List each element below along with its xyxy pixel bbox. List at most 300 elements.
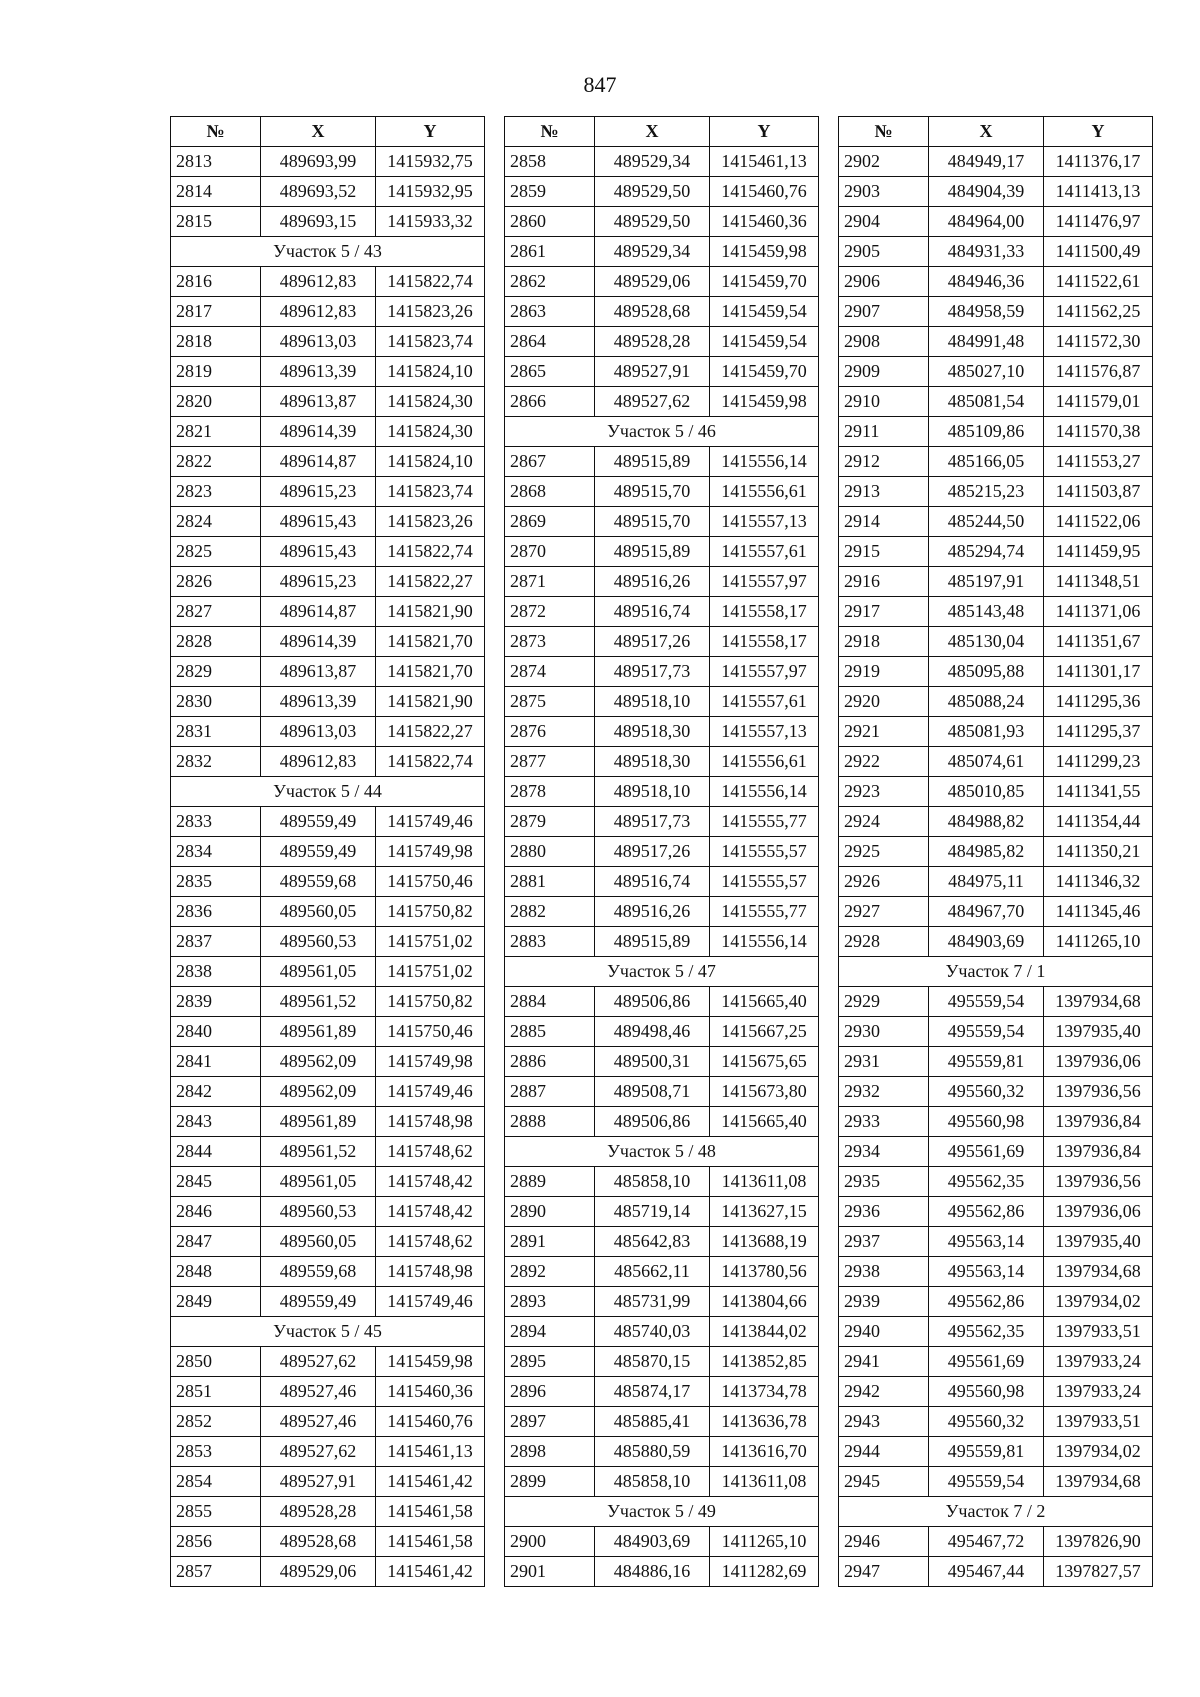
table-row xyxy=(505,627,819,657)
header-x: X xyxy=(261,117,376,147)
table-row xyxy=(839,177,1153,207)
y-coordinate-cell: 1411553,27 xyxy=(1044,447,1153,477)
x-coordinate-cell: 485081,93 xyxy=(929,717,1044,747)
table-row xyxy=(505,177,819,207)
y-coordinate-cell: 1415824,30 xyxy=(376,417,485,447)
x-coordinate-cell: 485880,59 xyxy=(595,1437,710,1467)
table-row xyxy=(505,1377,819,1407)
point-number-cell: 2841 xyxy=(171,1047,261,1077)
point-number-cell: 2836 xyxy=(171,897,261,927)
point-number-cell: 2825 xyxy=(171,537,261,567)
y-coordinate-cell: 1415557,97 xyxy=(710,567,819,597)
x-coordinate-cell: 489693,52 xyxy=(261,177,376,207)
point-number-cell: 2902 xyxy=(839,147,929,177)
x-coordinate-cell: 495562,86 xyxy=(929,1287,1044,1317)
y-coordinate-cell: 1415557,97 xyxy=(710,657,819,687)
x-coordinate-cell: 489529,06 xyxy=(261,1557,376,1587)
table-row xyxy=(505,1407,819,1437)
point-number-cell: 2947 xyxy=(839,1557,929,1587)
x-coordinate-cell: 489527,46 xyxy=(261,1377,376,1407)
point-number-cell: 2824 xyxy=(171,507,261,537)
y-coordinate-cell: 1397933,51 xyxy=(1044,1407,1153,1437)
y-coordinate-cell: 1411295,36 xyxy=(1044,687,1153,717)
point-number-cell: 2838 xyxy=(171,957,261,987)
table-row xyxy=(171,147,485,177)
table-row xyxy=(839,1107,1153,1137)
y-coordinate-cell: 1415665,40 xyxy=(710,1107,819,1137)
point-number-cell: 2940 xyxy=(839,1317,929,1347)
table-row xyxy=(839,1437,1153,1467)
x-coordinate-cell: 485662,11 xyxy=(595,1257,710,1287)
table-row xyxy=(839,1077,1153,1107)
point-number-cell: 2928 xyxy=(839,927,929,957)
x-coordinate-cell: 484958,59 xyxy=(929,297,1044,327)
point-number-cell: 2865 xyxy=(505,357,595,387)
y-coordinate-cell: 1415823,74 xyxy=(376,327,485,357)
table-row xyxy=(839,597,1153,627)
y-coordinate-cell: 1415750,46 xyxy=(376,1017,485,1047)
x-coordinate-cell: 484975,11 xyxy=(929,867,1044,897)
section-title: Участок 5 / 43 xyxy=(171,237,485,267)
point-number-cell: 2832 xyxy=(171,747,261,777)
header-y: Y xyxy=(710,117,819,147)
point-number-cell: 2814 xyxy=(171,177,261,207)
point-number-cell: 2875 xyxy=(505,687,595,717)
point-number-cell: 2829 xyxy=(171,657,261,687)
table-row xyxy=(505,1077,819,1107)
y-coordinate-cell: 1415557,13 xyxy=(710,507,819,537)
y-coordinate-cell: 1397826,90 xyxy=(1044,1527,1153,1557)
y-coordinate-cell: 1415459,54 xyxy=(710,327,819,357)
table-row xyxy=(171,627,485,657)
table-row xyxy=(839,1347,1153,1377)
y-coordinate-cell: 1411579,01 xyxy=(1044,387,1153,417)
y-coordinate-cell: 1413616,70 xyxy=(710,1437,819,1467)
table-row xyxy=(171,1287,485,1317)
x-coordinate-cell: 489516,26 xyxy=(595,897,710,927)
section-row xyxy=(171,1317,485,1347)
table-row xyxy=(171,507,485,537)
x-coordinate-cell: 489614,39 xyxy=(261,417,376,447)
x-coordinate-cell: 489518,10 xyxy=(595,687,710,717)
header-x: X xyxy=(595,117,710,147)
point-number-cell: 2896 xyxy=(505,1377,595,1407)
x-coordinate-cell: 485874,17 xyxy=(595,1377,710,1407)
section-title: Участок 5 / 45 xyxy=(171,1317,485,1347)
x-coordinate-cell: 489516,74 xyxy=(595,867,710,897)
y-coordinate-cell: 1415558,17 xyxy=(710,627,819,657)
y-coordinate-cell: 1397936,84 xyxy=(1044,1107,1153,1137)
table-row xyxy=(505,867,819,897)
point-number-cell: 2817 xyxy=(171,297,261,327)
table-row xyxy=(505,687,819,717)
x-coordinate-cell: 489529,34 xyxy=(595,237,710,267)
table-row xyxy=(171,897,485,927)
point-number-cell: 2923 xyxy=(839,777,929,807)
x-coordinate-cell: 489612,83 xyxy=(261,267,376,297)
section-row xyxy=(171,777,485,807)
y-coordinate-cell: 1415461,42 xyxy=(376,1557,485,1587)
x-coordinate-cell: 484988,82 xyxy=(929,807,1044,837)
point-number-cell: 2900 xyxy=(505,1527,595,1557)
table-row xyxy=(839,1557,1153,1587)
y-coordinate-cell: 1413804,66 xyxy=(710,1287,819,1317)
section-row xyxy=(505,957,819,987)
point-number-cell: 2907 xyxy=(839,297,929,327)
x-coordinate-cell: 489515,70 xyxy=(595,507,710,537)
point-number-cell: 2840 xyxy=(171,1017,261,1047)
x-coordinate-cell: 484904,39 xyxy=(929,177,1044,207)
point-number-cell: 2926 xyxy=(839,867,929,897)
table-row xyxy=(505,207,819,237)
header-x: X xyxy=(929,117,1044,147)
y-coordinate-cell: 1415555,77 xyxy=(710,807,819,837)
x-coordinate-cell: 495560,98 xyxy=(929,1377,1044,1407)
point-number-cell: 2887 xyxy=(505,1077,595,1107)
point-number-cell: 2903 xyxy=(839,177,929,207)
point-number-cell: 2941 xyxy=(839,1347,929,1377)
y-coordinate-cell: 1415823,26 xyxy=(376,507,485,537)
point-number-cell: 2842 xyxy=(171,1077,261,1107)
x-coordinate-cell: 484946,36 xyxy=(929,267,1044,297)
point-number-cell: 2876 xyxy=(505,717,595,747)
y-coordinate-cell: 1415557,13 xyxy=(710,717,819,747)
point-number-cell: 2898 xyxy=(505,1437,595,1467)
x-coordinate-cell: 485088,24 xyxy=(929,687,1044,717)
point-number-cell: 2893 xyxy=(505,1287,595,1317)
y-coordinate-cell: 1413852,85 xyxy=(710,1347,819,1377)
table-row xyxy=(839,1167,1153,1197)
y-coordinate-cell: 1411562,25 xyxy=(1044,297,1153,327)
table-header-row xyxy=(171,117,485,147)
point-number-cell: 2886 xyxy=(505,1047,595,1077)
table-row xyxy=(171,327,485,357)
y-coordinate-cell: 1415459,98 xyxy=(710,237,819,267)
point-number-cell: 2897 xyxy=(505,1407,595,1437)
table-row xyxy=(505,1017,819,1047)
x-coordinate-cell: 489615,43 xyxy=(261,507,376,537)
y-coordinate-cell: 1415749,98 xyxy=(376,1047,485,1077)
point-number-cell: 2871 xyxy=(505,567,595,597)
table-row xyxy=(171,387,485,417)
table-row xyxy=(505,267,819,297)
x-coordinate-cell: 485244,50 xyxy=(929,507,1044,537)
y-coordinate-cell: 1415750,82 xyxy=(376,987,485,1017)
table-row xyxy=(171,597,485,627)
table-row xyxy=(839,507,1153,537)
table-row xyxy=(839,567,1153,597)
table-row xyxy=(839,747,1153,777)
point-number-cell: 2922 xyxy=(839,747,929,777)
y-coordinate-cell: 1411295,37 xyxy=(1044,717,1153,747)
table-row xyxy=(839,1227,1153,1257)
table-row xyxy=(171,1557,485,1587)
point-number-cell: 2912 xyxy=(839,447,929,477)
point-number-cell: 2873 xyxy=(505,627,595,657)
table-row xyxy=(505,1317,819,1347)
y-coordinate-cell: 1415460,36 xyxy=(710,207,819,237)
x-coordinate-cell: 489529,34 xyxy=(595,147,710,177)
section-title: Участок 7 / 1 xyxy=(839,957,1153,987)
table-row xyxy=(171,477,485,507)
point-number-cell: 2855 xyxy=(171,1497,261,1527)
y-coordinate-cell: 1397934,68 xyxy=(1044,987,1153,1017)
point-number-cell: 2931 xyxy=(839,1047,929,1077)
y-coordinate-cell: 1415748,62 xyxy=(376,1137,485,1167)
x-coordinate-cell: 489517,73 xyxy=(595,807,710,837)
table-row xyxy=(839,297,1153,327)
point-number-cell: 2906 xyxy=(839,267,929,297)
y-coordinate-cell: 1415821,90 xyxy=(376,597,485,627)
y-coordinate-cell: 1415748,98 xyxy=(376,1107,485,1137)
table-row xyxy=(839,1317,1153,1347)
table-row xyxy=(171,1257,485,1287)
x-coordinate-cell: 489613,39 xyxy=(261,687,376,717)
y-coordinate-cell: 1415749,46 xyxy=(376,1287,485,1317)
y-coordinate-cell: 1397936,06 xyxy=(1044,1197,1153,1227)
point-number-cell: 2834 xyxy=(171,837,261,867)
x-coordinate-cell: 495559,54 xyxy=(929,1467,1044,1497)
y-coordinate-cell: 1415555,57 xyxy=(710,867,819,897)
x-coordinate-cell: 485215,23 xyxy=(929,477,1044,507)
table-row xyxy=(505,297,819,327)
point-number-cell: 2850 xyxy=(171,1347,261,1377)
table-row xyxy=(839,147,1153,177)
point-number-cell: 2827 xyxy=(171,597,261,627)
table-row xyxy=(505,657,819,687)
table-header-row xyxy=(505,117,819,147)
section-row xyxy=(505,1137,819,1167)
point-number-cell: 2858 xyxy=(505,147,595,177)
y-coordinate-cell: 1415667,25 xyxy=(710,1017,819,1047)
table-row xyxy=(171,1407,485,1437)
x-coordinate-cell: 489529,50 xyxy=(595,207,710,237)
point-number-cell: 2895 xyxy=(505,1347,595,1377)
point-number-cell: 2860 xyxy=(505,207,595,237)
point-number-cell: 2849 xyxy=(171,1287,261,1317)
table-row xyxy=(505,147,819,177)
table-row xyxy=(505,1107,819,1137)
x-coordinate-cell: 489517,26 xyxy=(595,627,710,657)
x-coordinate-cell: 489515,89 xyxy=(595,537,710,567)
y-coordinate-cell: 1415459,70 xyxy=(710,357,819,387)
y-coordinate-cell: 1415557,61 xyxy=(710,687,819,717)
table-row xyxy=(505,1347,819,1377)
y-coordinate-cell: 1411503,87 xyxy=(1044,477,1153,507)
table-row xyxy=(505,237,819,267)
table-row xyxy=(505,1287,819,1317)
point-number-cell: 2929 xyxy=(839,987,929,1017)
table-row xyxy=(505,387,819,417)
y-coordinate-cell: 1411282,69 xyxy=(710,1557,819,1587)
x-coordinate-cell: 495562,35 xyxy=(929,1317,1044,1347)
table-row xyxy=(839,897,1153,927)
point-number-cell: 2863 xyxy=(505,297,595,327)
x-coordinate-cell: 495562,86 xyxy=(929,1197,1044,1227)
table-row xyxy=(171,447,485,477)
y-coordinate-cell: 1397934,02 xyxy=(1044,1287,1153,1317)
point-number-cell: 2911 xyxy=(839,417,929,447)
point-number-cell: 2937 xyxy=(839,1227,929,1257)
y-coordinate-cell: 1411265,10 xyxy=(710,1527,819,1557)
point-number-cell: 2921 xyxy=(839,717,929,747)
table-row xyxy=(505,477,819,507)
x-coordinate-cell: 489614,39 xyxy=(261,627,376,657)
section-row xyxy=(839,1497,1153,1527)
x-coordinate-cell: 489559,68 xyxy=(261,867,376,897)
x-coordinate-cell: 489527,46 xyxy=(261,1407,376,1437)
y-coordinate-cell: 1411522,61 xyxy=(1044,267,1153,297)
x-coordinate-cell: 485740,03 xyxy=(595,1317,710,1347)
table-row xyxy=(839,1017,1153,1047)
table-row xyxy=(505,1557,819,1587)
x-coordinate-cell: 489528,28 xyxy=(595,327,710,357)
x-coordinate-cell: 489529,50 xyxy=(595,177,710,207)
y-coordinate-cell: 1411572,30 xyxy=(1044,327,1153,357)
point-number-cell: 2890 xyxy=(505,1197,595,1227)
point-number-cell: 2828 xyxy=(171,627,261,657)
table-row xyxy=(171,1107,485,1137)
x-coordinate-cell: 489560,53 xyxy=(261,1197,376,1227)
x-coordinate-cell: 489559,49 xyxy=(261,837,376,867)
x-coordinate-cell: 485719,14 xyxy=(595,1197,710,1227)
section-title: Участок 5 / 48 xyxy=(505,1137,819,1167)
point-number-cell: 2851 xyxy=(171,1377,261,1407)
x-coordinate-cell: 489527,62 xyxy=(595,387,710,417)
x-coordinate-cell: 485885,41 xyxy=(595,1407,710,1437)
point-number-cell: 2917 xyxy=(839,597,929,627)
point-number-cell: 2861 xyxy=(505,237,595,267)
table-row xyxy=(505,1227,819,1257)
y-coordinate-cell: 1397933,24 xyxy=(1044,1347,1153,1377)
table-row xyxy=(171,1197,485,1227)
y-coordinate-cell: 1415750,46 xyxy=(376,867,485,897)
x-coordinate-cell: 489561,89 xyxy=(261,1107,376,1137)
y-coordinate-cell: 1397936,56 xyxy=(1044,1077,1153,1107)
point-number-cell: 2882 xyxy=(505,897,595,927)
point-number-cell: 2939 xyxy=(839,1287,929,1317)
point-number-cell: 2821 xyxy=(171,417,261,447)
table-row xyxy=(505,327,819,357)
x-coordinate-cell: 489515,70 xyxy=(595,477,710,507)
coordinates-table-1 xyxy=(170,116,485,1587)
header-y: Y xyxy=(1044,117,1153,147)
x-coordinate-cell: 485197,91 xyxy=(929,567,1044,597)
point-number-cell: 2919 xyxy=(839,657,929,687)
x-coordinate-cell: 489528,28 xyxy=(261,1497,376,1527)
point-number-cell: 2901 xyxy=(505,1557,595,1587)
point-number-cell: 2914 xyxy=(839,507,929,537)
point-number-cell: 2868 xyxy=(505,477,595,507)
point-number-cell: 2848 xyxy=(171,1257,261,1287)
y-coordinate-cell: 1411299,23 xyxy=(1044,747,1153,777)
table-row xyxy=(171,177,485,207)
point-number-cell: 2884 xyxy=(505,987,595,1017)
table-row xyxy=(839,237,1153,267)
table-row xyxy=(505,1257,819,1287)
y-coordinate-cell: 1415557,61 xyxy=(710,537,819,567)
y-coordinate-cell: 1415751,02 xyxy=(376,927,485,957)
point-number-cell: 2830 xyxy=(171,687,261,717)
table-row xyxy=(171,1527,485,1557)
x-coordinate-cell: 489517,73 xyxy=(595,657,710,687)
table-row xyxy=(171,657,485,687)
x-coordinate-cell: 489527,62 xyxy=(261,1437,376,1467)
table-row xyxy=(839,1377,1153,1407)
x-coordinate-cell: 489693,99 xyxy=(261,147,376,177)
x-coordinate-cell: 485858,10 xyxy=(595,1467,710,1497)
x-coordinate-cell: 489614,87 xyxy=(261,597,376,627)
x-coordinate-cell: 489506,86 xyxy=(595,1107,710,1137)
y-coordinate-cell: 1415821,90 xyxy=(376,687,485,717)
point-number-cell: 2927 xyxy=(839,897,929,927)
header-number: № xyxy=(171,117,261,147)
y-coordinate-cell: 1411500,49 xyxy=(1044,237,1153,267)
x-coordinate-cell: 489561,05 xyxy=(261,957,376,987)
table-row xyxy=(839,267,1153,297)
x-coordinate-cell: 489516,74 xyxy=(595,597,710,627)
table-row xyxy=(839,387,1153,417)
table-row xyxy=(839,1467,1153,1497)
point-number-cell: 2844 xyxy=(171,1137,261,1167)
y-coordinate-cell: 1415459,98 xyxy=(376,1347,485,1377)
x-coordinate-cell: 495561,69 xyxy=(929,1137,1044,1167)
x-coordinate-cell: 485294,74 xyxy=(929,537,1044,567)
table-row xyxy=(839,1287,1153,1317)
x-coordinate-cell: 495559,54 xyxy=(929,987,1044,1017)
y-coordinate-cell: 1415461,58 xyxy=(376,1527,485,1557)
x-coordinate-cell: 485858,10 xyxy=(595,1167,710,1197)
x-coordinate-cell: 489518,30 xyxy=(595,747,710,777)
y-coordinate-cell: 1415749,98 xyxy=(376,837,485,867)
y-coordinate-cell: 1415461,13 xyxy=(376,1437,485,1467)
y-coordinate-cell: 1411351,67 xyxy=(1044,627,1153,657)
point-number-cell: 2933 xyxy=(839,1107,929,1137)
table-row xyxy=(171,717,485,747)
table-row xyxy=(171,417,485,447)
table-row xyxy=(839,1197,1153,1227)
section-title: Участок 5 / 44 xyxy=(171,777,485,807)
y-coordinate-cell: 1397935,40 xyxy=(1044,1017,1153,1047)
point-number-cell: 2915 xyxy=(839,537,929,567)
point-number-cell: 2869 xyxy=(505,507,595,537)
x-coordinate-cell: 495559,81 xyxy=(929,1437,1044,1467)
point-number-cell: 2839 xyxy=(171,987,261,1017)
y-coordinate-cell: 1415822,27 xyxy=(376,717,485,747)
header-y: Y xyxy=(376,117,485,147)
y-coordinate-cell: 1415555,57 xyxy=(710,837,819,867)
x-coordinate-cell: 489559,49 xyxy=(261,1287,376,1317)
table-row xyxy=(505,507,819,537)
point-number-cell: 2857 xyxy=(171,1557,261,1587)
point-number-cell: 2888 xyxy=(505,1107,595,1137)
table-row xyxy=(505,1527,819,1557)
point-number-cell: 2818 xyxy=(171,327,261,357)
y-coordinate-cell: 1397936,84 xyxy=(1044,1137,1153,1167)
x-coordinate-cell: 489615,23 xyxy=(261,567,376,597)
table-row xyxy=(505,597,819,627)
x-coordinate-cell: 489613,87 xyxy=(261,657,376,687)
table-row xyxy=(839,207,1153,237)
y-coordinate-cell: 1415555,77 xyxy=(710,897,819,927)
x-coordinate-cell: 489528,68 xyxy=(595,297,710,327)
x-coordinate-cell: 489615,43 xyxy=(261,537,376,567)
x-coordinate-cell: 484985,82 xyxy=(929,837,1044,867)
x-coordinate-cell: 495559,54 xyxy=(929,1017,1044,1047)
point-number-cell: 2924 xyxy=(839,807,929,837)
x-coordinate-cell: 489500,31 xyxy=(595,1047,710,1077)
header-number: № xyxy=(505,117,595,147)
